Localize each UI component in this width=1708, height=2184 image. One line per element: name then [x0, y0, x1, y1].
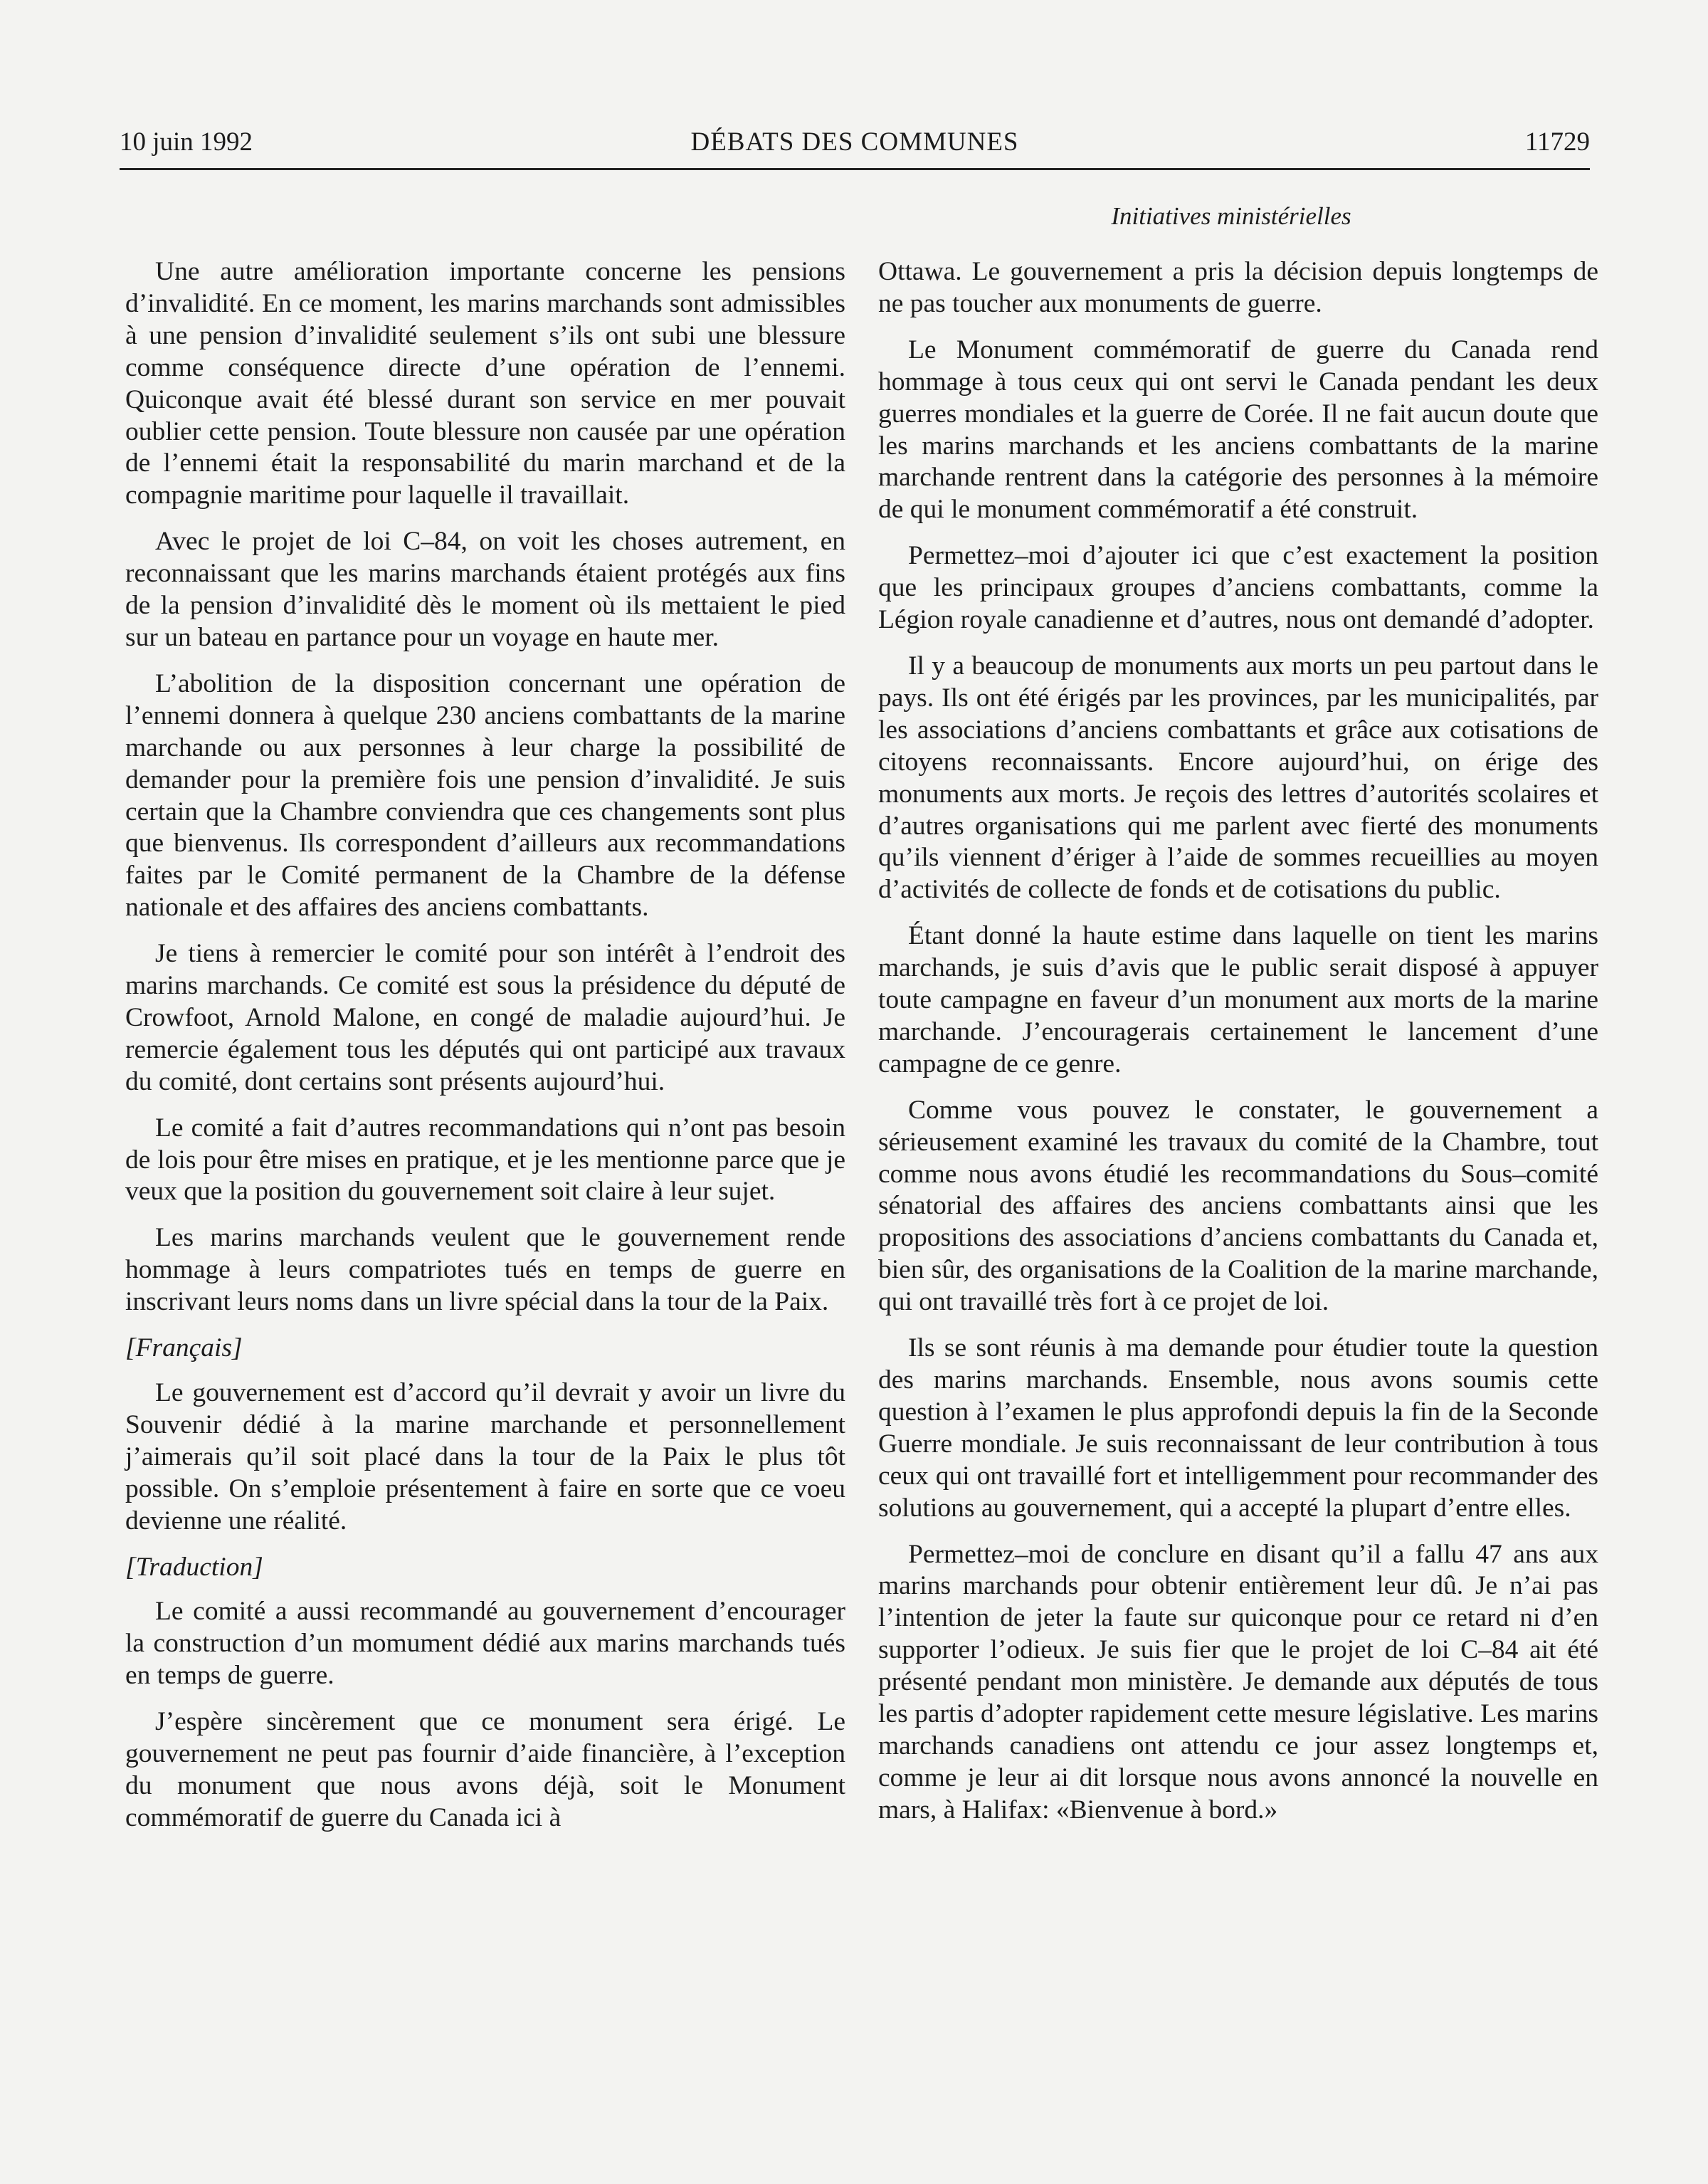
language-marker: [Français] — [125, 1333, 243, 1363]
paragraph: Je tiens à remercier le comité pour son intérêt à l’endroit des marins marchands. Ce comité est sous la présidence du député de Crowfoot, Arnold Malone, en congé de maladie aujourd’hui. Je remercie également tous les députés qui ont participé aux travaux du comité, dont certains sont présents aujourd’hui. — [125, 939, 845, 1096]
paragraph: Permettez–moi de conclure en disant qu’il a fallu 47 ans aux marins marchands pour obtenir entièrement leur dû. Je n’ai pas l’intention de jeter la faute sur quiconque pour ce retard ni d’en supporter l’odieux. Je suis fier que le projet de loi C–84 ait été présenté pendant mon ministère. Je demande aux députés de tous les partis d’adopter rapidement cette mesure législative. Les marins marchands canadiens ont attendu ce jour assez longtemps et, comme je leur ai dit lorsque nous avons annoncé la nouvelle en mars, à Halifax: «Bienvenue à bord.» — [878, 1539, 1598, 1825]
header-rule — [120, 168, 1590, 170]
paragraph: Le comité a fait d’autres recommandations qui n’ont pas besoin de lois pour être mises en pratique, et je les mentionne parce que je veux que la position du gouvernement soit claire à leur sujet. — [125, 1113, 845, 1207]
page-number: 11729 — [1524, 127, 1590, 157]
paragraph: Comme vous pouvez le constater, le gouvernement a sérieusement examiné les travaux du comité de la Chambre, tout comme nous avons étudié les recommandations du Sous–comité sénatorial des affaires des anciens combattants ainsi que les propositions des associations d’anciens combattants du Canada et, bien sûr, des organisations de la Coalition de la marine marchande, qui ont travaillé très fort à ce projet de loi. — [878, 1095, 1598, 1317]
header-title: DÉBATS DES COMMUNES — [690, 127, 1019, 157]
paragraph: L’abolition de la disposition concernant une opération de l’ennemi donnera à quelque 230 anciens combattants de la marine marchande ou aux personnes à leur charge la possibilité de demander pour la première fois une pension d’invalidité. Je suis certain que la Chambre conviendra que ces changements sont plus que bienvenus. Ils correspondent d’ailleurs aux recommandations faites par le Comité permanent de la Chambre de la défense nationale et des affaires des anciens combattants. — [125, 668, 845, 923]
paragraph: Il y a beaucoup de monuments aux morts un peu partout dans le pays. Ils ont été érigés par les provinces, par les municipalités, par les associations d’anciens combattants et grâce aux cotisations de citoyens reconnaissants. Encore aujourd’hui, on érige des monuments aux morts. Je reçois des lettres d’autorités scolaires et d’autres organisations qui me parlent avec fierté des monuments qu’ils viennent d’ériger à l’aide de sommes recueillies au moyen d’activités de collecte de fonds et de cotisations du public. — [878, 651, 1598, 905]
language-marker: [Traduction] — [125, 1552, 263, 1582]
section-title: Initiatives ministérielles — [1111, 202, 1351, 230]
paragraph: Ottawa. Le gouvernement a pris la décision depuis longtemps de ne pas toucher aux monuments de guerre. — [878, 257, 1598, 318]
paragraph: J’espère sincèrement que ce monument sera érigé. Le gouvernement ne peut pas fournir d’aide financière, à l’exception du monument que nous avons déjà, soit le Monument commémoratif de guerre du Canada ici à — [125, 1707, 845, 1832]
page-header — [120, 127, 1590, 169]
paragraph: Ils se sont réunis à ma demande pour étudier toute la question des marins marchands. Ensemble, nous avons soumis cette question à l’examen le plus approfondi depuis la fin de la Seconde Guerre mondiale. Je suis reconnaissant de leur contribution à tous ceux qui ont travaillé fort et intelligemment pour recommander des solutions au gouvernement, qui a accepté la plupart d’entre elles. — [878, 1333, 1598, 1523]
right-column — [878, 256, 1598, 1841]
paragraph: Étant donné la haute estime dans laquelle on tient les marins marchands, je suis d’avis que le public serait disposé à appuyer toute campagne en faveur d’un monument aux morts de la marine marchande. J’encouragerais certainement le lancement d’une campagne de ce genre. — [878, 921, 1598, 1078]
paragraph: Le comité a aussi recommandé au gouvernement d’encourager la construction d’un momument dédié aux marins marchands tués en temps de guerre. — [125, 1597, 845, 1691]
paragraph: Permettez–moi d’ajouter ici que c’est exactement la position que les principaux groupes d’anciens combattants, comme la Légion royale canadienne et d’autres, nous ont demandé d’adopter. — [878, 541, 1598, 635]
paragraph: Le Monument commémoratif de guerre du Canada rend hommage à tous ceux qui ont servi le Canada pendant les deux guerres mondiales et la guerre de Corée. Il ne fait aucun doute que les marins marchands et les anciens combattants de la marine marchande rentrent dans la catégorie des personnes à la mémoire de qui le monument commémoratif a été construit. — [878, 335, 1598, 525]
paragraph: Les marins marchands veulent que le gouvernement rende hommage à leurs compatriotes tués en temps de guerre en inscrivant leurs noms dans un livre spécial dans la tour de la Paix. — [125, 1223, 845, 1317]
paragraph: Une autre amélioration importante concerne les pensions d’invalidité. En ce moment, les marins marchands sont admissibles à une pension d’invalidité seulement s’ils ont subi une blessure comme conséquence directe d’une opération de l’ennemi. Quiconque avait été blessé durant son service en mer pouvait oublier cette pension. Toute blessure non causée par une opération de l’ennemi était la responsabilité du marin marchand et de la compagnie maritime pour laquelle il travaillait. — [125, 257, 845, 510]
left-column — [125, 256, 845, 1849]
paragraph: Avec le projet de loi C–84, on voit les choses autrement, en reconnaissant que les marins marchands étaient protégés aux fins de la pension d’invalidité dès le moment où ils mettaient le pied sur un bateau en partance pour un voyage en haute mer. — [125, 527, 845, 652]
header-date: 10 juin 1992 — [120, 127, 253, 157]
paragraph: Le gouvernement est d’accord qu’il devrait y avoir un livre du Souvenir dédié à la marine marchande et personnellement j’aimerais qu’il soit placé dans la tour de la Paix le plus tôt possible. On s’emploie présentement à faire en sorte que ce voeu devienne une réalité. — [125, 1378, 845, 1535]
